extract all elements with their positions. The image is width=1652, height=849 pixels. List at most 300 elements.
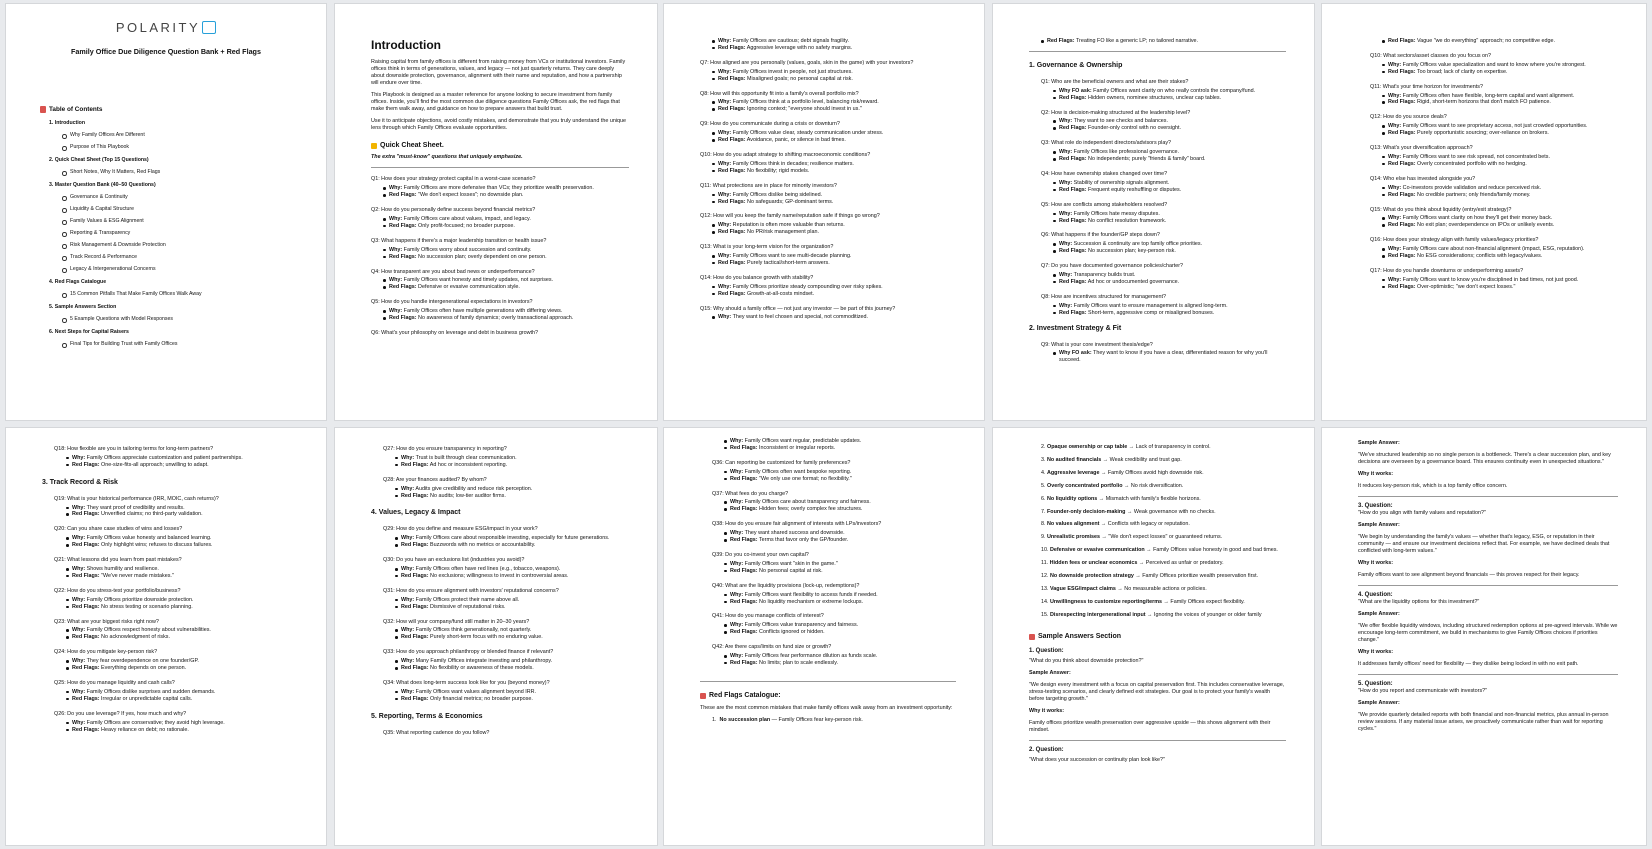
- why-bullet: Why: Family Offices appreciate customization and patient partnerships.: [72, 455, 298, 462]
- bullet-label: Why:: [730, 591, 744, 598]
- question-text: Q29: How do you define and measure ESG/impact in your work?: [383, 526, 538, 533]
- red-flag-name: Vague ESG/impact claims: [1050, 585, 1116, 592]
- table-of-contents: [40, 94, 306, 347]
- why-bullet: Why: Trust is built through clear communication.: [401, 455, 629, 462]
- why-bullet: Why: Stability of ownership signals alignment.: [1059, 180, 1286, 187]
- question-list: [371, 176, 629, 337]
- bullet-label: Why:: [718, 253, 732, 260]
- red-flag-bullet: Red Flags: Only financial metrics; no broader purpose.: [401, 696, 629, 703]
- red-flag-bullet: Red Flags: No audits; low-tier auditor firms.: [401, 493, 629, 500]
- red-flag-bullet: Red Flags: No acknowledgment of risks.: [72, 634, 298, 641]
- red-flag-bullet: Red Flags: No flexibility or awareness of these models.: [401, 665, 629, 672]
- bullet-label: Red Flags:: [401, 461, 429, 468]
- flag-icon: [700, 693, 706, 699]
- question-text: Q6: What happens if the founder/GP steps down?: [1041, 232, 1160, 239]
- red-flag-name: Unwillingness to customize reporting/terms: [1050, 598, 1163, 605]
- question-list: [371, 446, 629, 499]
- red-flag-bullet: Red Flags: No succession plan; overly dependent on one person.: [389, 254, 629, 261]
- toc-subentry: Purpose of This Playbook: [70, 144, 306, 150]
- question-text: Q14: How do you balance growth with stability?: [700, 274, 814, 281]
- sample-q1-heading: 1. Question:: [1029, 647, 1064, 654]
- fo-ask-bullet: Why FO ask: They want to know if you have a clear, differentiated reason for why you'll succeed.: [1059, 350, 1286, 364]
- bullet-label: Red Flags:: [72, 511, 100, 518]
- bullet-label: Red Flags:: [1059, 248, 1087, 255]
- bullet-label: Why:: [72, 627, 86, 634]
- page-7: [335, 428, 657, 845]
- bullet-label: Why:: [718, 314, 732, 321]
- bullet-label: Why:: [1388, 61, 1402, 68]
- question-text: Q3: What happens if there's a major leadership transition or health issue?: [371, 237, 547, 244]
- red-flag-bullet: Red Flags: Over-optimistic; "we don't expect losses.": [1388, 284, 1618, 291]
- question-text: Q33: How do you approach philanthropy or blended finance if relevant?: [383, 649, 554, 656]
- bullet-label: Why:: [730, 530, 744, 537]
- red-flag-bullet: Red Flags: Growth-at-all-costs mindset.: [718, 291, 956, 298]
- question-text: Q12: How will you keep the family name/reputation safe if things go wrong?: [700, 213, 880, 220]
- sample-q1-text: "What do you think about downside protection?": [1029, 658, 1144, 665]
- red-flag-bullet: Red Flags: No exclusions; willingness to invest in controversial areas.: [401, 573, 629, 580]
- bullet-label: Red Flags:: [718, 229, 746, 236]
- bullet-label: Red Flags:: [1059, 309, 1087, 316]
- red-flag-name: No values alignment: [1047, 521, 1100, 528]
- red-flag-item: 2. Opaque ownership or cap table → Lack of transparency in control.: [1041, 444, 1211, 450]
- why-bullet: Why: They fear overdependence on one founder/GP.: [72, 658, 298, 665]
- bullet-label: Why:: [718, 38, 732, 44]
- logo-mark-icon: [202, 21, 216, 34]
- bullet-label: Why:: [730, 468, 744, 475]
- bullet-label: Red Flags:: [718, 290, 746, 297]
- divider: [371, 167, 629, 168]
- why-bullet: Why: Family Offices are cautious; debt signals fragility.: [718, 38, 956, 45]
- question-text: Q2: How do you personally define success beyond financial metrics?: [371, 207, 536, 214]
- why-bullet: Why: Family Offices care about non-financial alignment (impact, ESG, reputation).: [1388, 246, 1618, 253]
- why-bullet: Why: Family Offices want values alignment beyond IRR.: [401, 689, 629, 696]
- why-bullet: Why: Family Offices want clarity on how they'll get their money back.: [1388, 215, 1618, 222]
- bullet-label: Red Flags:: [718, 106, 746, 113]
- red-flag-name: No audited financials: [1047, 456, 1102, 463]
- question-text: Q18: How flexible are you in tailoring terms for long-term partners?: [54, 446, 214, 452]
- document-title: Family Office Due Diligence Question Bank + Red Flags: [71, 47, 261, 56]
- toc-entry: 4. Red Flags Catalogue: [49, 279, 107, 285]
- red-flag-bullet: Red Flags: No credible partners; only friends/family money.: [1388, 192, 1618, 199]
- bullet-label: Red Flags:: [1059, 186, 1087, 193]
- why-bullet: Why: Family Offices worry about succession and continuity.: [389, 247, 629, 254]
- bullet-label: Red Flags:: [730, 629, 758, 636]
- bullet-label: Red Flags:: [1059, 217, 1087, 224]
- why-bullet: Why: They want proof of credibility and results.: [72, 505, 298, 512]
- red-flag-bullet: Red Flags: No safeguards; GP-dominant terms.: [718, 199, 956, 206]
- bullet-label: Why:: [401, 535, 415, 542]
- why-bullet: Why: Family Offices value specialization and want to know where you're strongest.: [1388, 62, 1618, 69]
- divider: [1029, 51, 1286, 52]
- bullet-label: Why:: [389, 216, 403, 222]
- bullet-label: Red Flags:: [730, 537, 758, 544]
- bullet-label: Red Flags:: [1388, 99, 1416, 106]
- bullet-label: Why FO ask:: [1059, 87, 1092, 94]
- continued-bullets: [1358, 38, 1618, 45]
- sample-answer-label: Sample Answer:: [1358, 522, 1400, 529]
- red-flag-bullet: Red Flags: Defensive or evasive communication style.: [389, 284, 629, 291]
- bullet-label: Why:: [1388, 276, 1402, 283]
- toc-subentry: Legacy & Intergenerational Concerns: [70, 266, 306, 272]
- bullet-label: Red Flags:: [730, 567, 758, 574]
- red-flag-name: Founder-only decision-making: [1047, 508, 1126, 515]
- why-bullet: Why: Family Offices fear performance dilution as funds scale.: [730, 653, 956, 660]
- bullet-label: Why:: [72, 535, 86, 542]
- red-flag-bullet: Red Flags: "We only use one format; no flexibility.": [730, 476, 956, 483]
- bullet-label: Why:: [72, 566, 86, 573]
- toc-subentry: Short Notes, Why It Matters, Red Flags: [70, 169, 306, 175]
- sample-q2-answer: "We've structured leadership so no single person is a bottleneck. There's a clear succession plan, and key decisions are overseen by a governance board. This ensures continuity even in unexpected situations.": [1358, 451, 1611, 465]
- question-text: Q41: How do you manage conflicts of interest?: [712, 613, 824, 620]
- sample-q3-text: "How do you align with family values and reputation?": [1358, 510, 1486, 517]
- why-bullet: Why: They want to see checks and balances.: [1059, 118, 1286, 125]
- bullet-label: Why:: [401, 596, 415, 603]
- bullet-label: Red Flags:: [1059, 278, 1087, 285]
- question-list: [1029, 79, 1286, 317]
- question-text: Q14: Who else has invested alongside you?: [1370, 175, 1476, 182]
- red-flag-bullet: Red Flags: Ad hoc or inconsistent reporting.: [401, 462, 629, 469]
- bullet-label: Why:: [72, 454, 86, 461]
- bullet-label: Red Flags:: [389, 315, 417, 322]
- red-flag-name: Defensive or evasive communication: [1050, 547, 1145, 554]
- question-text: Q25: How do you manage liquidity and cash calls?: [54, 679, 175, 686]
- bullet-label: Red Flags:: [718, 167, 746, 174]
- why-bullet: Why: Family Offices care about values, impact, and legacy.: [389, 216, 629, 223]
- page-2-content: [371, 38, 629, 339]
- question-text: Q10: How do you adapt strategy to shifting macroeconomic conditions?: [700, 151, 871, 158]
- why-bullet: Why: Family Offices think in decades; resilience matters.: [718, 161, 956, 168]
- red-flag-item: 14. Unwillingness to customize reporting/terms → Family Offices expect flexibility.: [1041, 598, 1245, 605]
- toc-subentry: Family Values & ESG Alignment: [70, 218, 306, 224]
- intro-title: Introduction: [371, 38, 441, 52]
- why-bullet: Why: Shows humility and resilience.: [72, 566, 298, 573]
- red-flag-bullet: Red Flags: Inconsistent or irregular reports.: [730, 445, 956, 452]
- why-bullet: Why: Family Offices value honesty and balanced learning.: [72, 535, 298, 542]
- why-bullet: Why: They want to feel chosen and special, not commoditized.: [718, 314, 956, 321]
- red-flag-bullet: Red Flags: No PR/risk management plan.: [718, 229, 956, 236]
- red-flag-name: Opaque ownership or cap table: [1047, 444, 1128, 450]
- bullet-label: Why:: [72, 658, 86, 665]
- why-bullet: Why: Audits give credibility and reduce risk perception.: [401, 486, 629, 493]
- bullet-label: Red Flags:: [1388, 191, 1416, 198]
- polarity-logo: POLARITY: [6, 20, 326, 35]
- bullet-label: Red Flags:: [389, 222, 417, 229]
- red-flag-bullet: Red Flags: No awareness of family dynamics; overly transactional approach.: [389, 315, 629, 322]
- red-flag-item-1: 1. No succession plan — Family Offices fear key-person risk.: [712, 716, 863, 723]
- bullet-label: Why:: [401, 566, 415, 573]
- bullet-label: Why:: [401, 485, 415, 492]
- red-flag-bullet: Red Flags: Irregular or unpredictable capital calls.: [72, 696, 298, 703]
- toc-subentry: Liquidity & Capital Structure: [70, 206, 306, 212]
- page-10-content: [1358, 440, 1618, 738]
- reporting-terms-heading: 5. Reporting, Terms & Economics: [371, 712, 483, 720]
- why-bullet: Why: Family Offices are conservative; they avoid high leverage.: [72, 720, 298, 727]
- bullet-label: Why:: [718, 68, 732, 75]
- bullet-label: Why:: [718, 191, 732, 198]
- bullet-label: Red Flags:: [72, 726, 100, 733]
- toc-entry: 6. Next Steps for Capital Raisers: [49, 329, 129, 335]
- bullet-label: Why:: [72, 596, 86, 603]
- red-flag-bullet: Red Flags: Hidden fees; overly complex fee structures.: [730, 506, 956, 513]
- why-bullet: Why: Succession & continuity are top family office priorities.: [1059, 241, 1286, 248]
- bullet-label: Why:: [1059, 272, 1073, 279]
- red-flag-bullet: Red Flags: Vague "we do everything" approach; no competitive edge.: [1388, 38, 1618, 45]
- why-bullet: Why: Family Offices want to know you're disciplined in bad times, not just good.: [1388, 277, 1618, 284]
- bullet-label: Red Flags:: [72, 542, 100, 549]
- question-text: Q8: How are incentives structured for management?: [1041, 293, 1166, 300]
- bullet-label: Why:: [730, 499, 744, 506]
- red-flag-bullet: Red Flags: Only profit-focused; no broader purpose.: [389, 223, 629, 230]
- why-bullet: Why: Family Offices often have red lines (e.g., tobacco, weapons).: [401, 566, 629, 573]
- bullet-label: Why:: [1388, 215, 1402, 222]
- page-5: [1322, 4, 1646, 420]
- question-text: Q7: How aligned are you personally (values, goals, skin in the game) with your investors?: [700, 59, 914, 66]
- sample-q3-answer: "We begin by understanding the family's values — whether that's legacy, ESG, or reputation in their community — and ensure our investment decisions reflect that. For example, we have declined deals that conflicted with long-term values.": [1358, 534, 1610, 554]
- bullet-label: Why:: [1059, 118, 1073, 125]
- bullet-label: Red Flags:: [730, 506, 758, 513]
- why-bullet: Why: They want shared success and downside.: [730, 530, 956, 537]
- red-flag-bullet: Red Flags: Unverified claims; no third-party validation.: [72, 511, 298, 518]
- page-6-content: [42, 438, 298, 733]
- red-flag-item: 5. Overly concentrated portfolio → No risk diversification.: [1041, 482, 1184, 489]
- red-flag-bullet: Red Flags: No stress testing or scenario planning.: [72, 604, 298, 611]
- red-flag-item: 9. Unrealistic promises → "We don't expect losses" or guaranteed returns.: [1041, 534, 1223, 541]
- question-text: Q1: How does your strategy protect capital in a worst-case scenario?: [371, 176, 536, 183]
- sample-q2-text: "What does your succession or continuity plan look like?": [1029, 757, 1165, 764]
- bullet-label: Why FO ask:: [1059, 350, 1092, 357]
- bullet-label: Why:: [401, 688, 415, 695]
- question-text: Q16: How does your strategy align with family values/legacy priorities?: [1370, 237, 1539, 244]
- red-flag-item: 12. No downside protection strategy → Family Offices prioritize wealth preservation first.: [1041, 573, 1259, 580]
- question-text: Q1: Who are the beneficial owners and what are their stakes?: [1041, 78, 1189, 85]
- bullet-label: Red Flags:: [1047, 38, 1075, 44]
- why-bullet: Why: Family Offices care about transparency and fairness.: [730, 499, 956, 506]
- fo-ask-bullet: Why FO ask: Family Offices want clarity on who really controls the company/fund.: [1059, 88, 1286, 95]
- why-bullet: Why: Family Offices value clear, steady communication under stress.: [718, 130, 956, 137]
- question-text: Q30: Do you have an exclusions list (industries you avoid)?: [383, 557, 525, 564]
- bullet-label: Red Flags:: [389, 192, 417, 199]
- page-7-content: [371, 438, 629, 739]
- bullet-label: Red Flags:: [401, 695, 429, 702]
- question-text: Q40: What are the liquidity provisions (lock-up, redemptions)?: [712, 582, 860, 589]
- red-flag-bullet: Red Flags: "We don't expect losses"; no downside plan.: [389, 192, 629, 199]
- bullet-label: Red Flags:: [718, 75, 746, 82]
- toc-list: [40, 120, 306, 347]
- toc-subentry: 5 Example Questions with Model Responses: [70, 316, 306, 322]
- bullet-label: Why:: [1059, 210, 1073, 217]
- question-text: Q19: What is your historical performance (IRR, MOIC, cash returns)?: [54, 495, 219, 502]
- why-it-works-label: Why it works:: [1029, 707, 1065, 714]
- bullet-label: Red Flags:: [72, 695, 100, 702]
- why-bullet: Why: Family Offices think at a portfolio level, balancing risk/reward.: [718, 99, 956, 106]
- red-flag-bullet: Red Flags: Rigid, short-term horizons that don't match FO patience.: [1388, 99, 1618, 106]
- sample-q5-heading: 5. Question:: [1358, 680, 1393, 687]
- continued-bullets: [700, 438, 956, 452]
- bullet-label: Why:: [718, 160, 732, 167]
- question-list: [700, 460, 956, 667]
- bullet-label: Why:: [1388, 246, 1402, 253]
- why-bullet: Why: Family Offices want flexibility to access funds if needed.: [730, 592, 956, 599]
- question-text: Q10: What sectors/asset classes do you focus on?: [1370, 52, 1492, 59]
- intro-paragraph-2: This Playbook is designed as a master reference for anyone looking to secure investment from family offices. Inside, you'll find the most common due diligence questions Family Offices ask, the red flags that make them walk away, and guidance on how to prepare answers that build trust.: [371, 91, 620, 112]
- divider: [1358, 496, 1618, 497]
- bullet-label: Red Flags:: [72, 461, 100, 468]
- question-text: Q17: How do you handle downturns or underperforming assets?: [1370, 267, 1524, 274]
- page-4-content: [1029, 38, 1286, 364]
- bullet-label: Red Flags:: [730, 444, 758, 451]
- bullet-label: Why:: [389, 308, 403, 315]
- question-text: Q38: How do you ensure fair alignment of interests with LPs/investors?: [712, 521, 882, 528]
- red-flag-bullet: Red Flags: No exit plan; overdependence on IPOs or unlikely events.: [1388, 222, 1618, 229]
- track-record-heading: 3. Track Record & Risk: [42, 478, 118, 486]
- red-flag-bullet: Red Flags: No personal capital at risk.: [730, 568, 956, 575]
- why-it-works-label: Why it works:: [1358, 470, 1394, 477]
- bullet-label: Red Flags:: [718, 259, 746, 266]
- bullet-label: Why:: [389, 246, 403, 253]
- red-flag-bullet: Red Flags: No succession plan; key-person risk.: [1059, 248, 1286, 255]
- bullet-label: Why:: [718, 99, 732, 106]
- question-text: Q5: How are conflicts among stakeholders resolved?: [1041, 201, 1168, 208]
- red-flag-item: 4. Aggressive leverage → Family Offices avoid high downside risk.: [1041, 469, 1204, 476]
- sample-q3-heading: 3. Question:: [1358, 502, 1393, 509]
- continued-bullets: [1029, 38, 1286, 45]
- why-bullet: Why: Family Offices often have flexible, long-term capital and want alignment.: [1388, 93, 1618, 100]
- bullet-label: Red Flags:: [730, 659, 758, 666]
- why-bullet: Why: Family Offices want to see risk spread, not concentrated bets.: [1388, 154, 1618, 161]
- bullet-label: Why:: [730, 653, 744, 660]
- red-flag-name: Unrealistic promises: [1047, 534, 1101, 541]
- bullet-label: Red Flags:: [401, 603, 429, 610]
- toc-entry: 3. Master Question Bank (40–50 Questions): [49, 182, 156, 188]
- bullet-label: Why:: [1388, 153, 1402, 160]
- question-text: Q37: What fees do you charge?: [712, 490, 789, 497]
- sample-answer-label: Sample Answer:: [1358, 440, 1400, 446]
- bullet-label: Red Flags:: [718, 198, 746, 205]
- bullet-label: Red Flags:: [1059, 156, 1087, 163]
- question-text: Q6: What's your philosophy on leverage and debt in business growth?: [371, 329, 539, 336]
- question-text: Q4: How transparent are you about bad news or underperformance?: [371, 268, 535, 275]
- question-list: [371, 526, 629, 702]
- red-flag-bullet: Red Flags: No flexibility; rigid models.: [718, 168, 956, 175]
- bullet-label: Red Flags:: [72, 603, 100, 610]
- page-1: [6, 4, 326, 420]
- why-bullet: Why: Family Offices want honesty and timely updates, not surprises.: [389, 277, 629, 284]
- red-flag-name: Disrespecting intergenerational input: [1050, 611, 1146, 618]
- why-bullet: Why: Transparency builds trust.: [1059, 272, 1286, 279]
- bullet-label: Red Flags:: [389, 253, 417, 260]
- sample-q1-answer: "We design every investment with a focus on capital preservation first. This includes conservative leverage, stress-testing scenarios, and clearly defined exit strategies. Our goal is to protect your family's wealth before targeting growth.": [1029, 682, 1285, 702]
- bullet-label: Why:: [718, 130, 732, 137]
- sample-answer-label: Sample Answer:: [1358, 611, 1400, 618]
- why-bullet: Why: Family Offices hate messy disputes.: [1059, 211, 1286, 218]
- divider: [700, 681, 956, 682]
- red-flag-bullet: Red Flags: Buzzwords with no metrics or accountability.: [401, 542, 629, 549]
- sample-q5-text: "How do you report and communicate with investors?": [1358, 688, 1488, 695]
- why-bullet: Why: Family Offices often want bespoke reporting.: [730, 469, 956, 476]
- why-it-works-label: Why it works:: [1358, 559, 1394, 566]
- question-text: Q23: What are your biggest risks right now?: [54, 618, 159, 625]
- question-text: Q9: How do you communicate during a crisis or downturn?: [700, 121, 840, 128]
- bullet-label: Why:: [730, 622, 744, 629]
- bullet-label: Why:: [72, 504, 86, 511]
- bullet-label: Why:: [1388, 123, 1402, 130]
- question-text: Q39: Do you co-invest your own capital?: [712, 551, 809, 558]
- red-flag-bullet: Red Flags: Misaligned goals; no personal capital at risk.: [718, 76, 956, 83]
- why-bullet: Why: Family Offices prioritize steady compounding over risky spikes.: [718, 284, 956, 291]
- bullet-label: Why:: [389, 185, 403, 192]
- question-text: Q32: How will your company/fund still matter in 20–30 years?: [383, 618, 530, 625]
- toc-entry: 2. Quick Cheat Sheet (Top 15 Questions): [49, 157, 149, 163]
- bullet-label: Why:: [730, 438, 744, 444]
- red-flag-bullet: Red Flags: Short-term, aggressive comp or misaligned bonuses.: [1059, 310, 1286, 317]
- sample-q5-answer: "We provide quarterly detailed reports with both financial and non-financial metrics, plus annual in-person review sessions. If any material issue arises, we proactively communicate rather than wait for reporting cycles.": [1358, 712, 1609, 732]
- page-8: [664, 428, 984, 845]
- intro-paragraph-1: Raising capital from family offices is different from raising money from VCs or institutional investors. Family offices think in terms of generations, values, and legacy — not just quarterly returns. They care deeply about downside protection, governance, alignment with their name and reputation, and how a partnership will endure over time.: [371, 59, 626, 87]
- red-flag-bullet: Red Flags: Purely opportunistic sourcing; over-reliance on brokers.: [1388, 130, 1618, 137]
- bullet-label: Red Flags:: [401, 634, 429, 641]
- question-text: Q36: Can reporting be customized for family preferences?: [712, 459, 851, 466]
- toc-entry: 1. Introduction: [49, 120, 86, 126]
- question-q18: [42, 446, 298, 469]
- toc-subentry: 15 Common Pitfalls That Make Family Offices Walk Away: [70, 291, 306, 297]
- red-flag-bullet: Red Flags: Aggressive leverage with no safety margins.: [718, 45, 956, 52]
- bullet-label: Why:: [401, 658, 415, 665]
- sample-q4-answer: "We offer flexible liquidity windows, including structured redemption options at pre-agreed intervals. While we encourage long-term commitment, we build in mechanisms to give Family Offices choices if priorities change.": [1358, 623, 1618, 643]
- page-2: [335, 4, 657, 420]
- question-text: Q20: Can you share case studies of wins and losses?: [54, 526, 183, 533]
- bullet-label: Red Flags:: [730, 475, 758, 482]
- bullet-label: Why:: [72, 688, 86, 695]
- bullet-label: Red Flags:: [401, 665, 429, 672]
- bullet-label: Red Flags:: [718, 137, 746, 144]
- red-flag-name: No downside protection strategy: [1050, 573, 1134, 580]
- toc-subentry: Final Tips for Building Trust with Family Offices: [70, 341, 306, 347]
- question-text: Q3: What role do independent directors/advisors play?: [1041, 140, 1172, 147]
- question-text: Q42: Are there caps/limits on fund size or growth?: [712, 644, 832, 651]
- red-flag-bullet: Red Flags: Hidden owners, nominee structures, unclear cap tables.: [1059, 95, 1286, 102]
- bullet-label: Red Flags:: [1388, 222, 1416, 229]
- pin-icon: [1029, 634, 1035, 640]
- cheat-sheet-heading: Quick Cheat Sheet.: [371, 142, 629, 151]
- sample-q2-heading: 2. Question:: [1029, 746, 1064, 753]
- question-list: [1358, 53, 1618, 291]
- red-flag-item: 3. No audited financials → Weak credibility and trust gap.: [1041, 456, 1182, 463]
- red-flag-item: 13. Vague ESG/impact claims → No measurable actions or policies.: [1041, 585, 1207, 592]
- bullet-label: Red Flags:: [72, 572, 100, 579]
- question-text: Q2: How is decision-making structured at the leadership level?: [1041, 109, 1191, 116]
- bullet-label: Red Flags:: [1059, 94, 1087, 101]
- page-6: [6, 428, 326, 845]
- page-10: [1322, 428, 1646, 845]
- red-flag-bullet: Red Flags: Overly concentrated portfolio with no hedging.: [1388, 161, 1618, 168]
- red-flag-bullet: Red Flags: Ad hoc or undocumented governance.: [1059, 279, 1286, 286]
- red-flag-name: Overly concentrated portfolio: [1047, 482, 1123, 489]
- bullet-label: Why:: [1059, 241, 1073, 248]
- bullet-label: Red Flags:: [1388, 253, 1416, 260]
- page-4: [993, 4, 1314, 420]
- bullet-label: Red Flags:: [72, 665, 100, 672]
- red-flag-bullet: Red Flags: Ignoring context; "everyone should invest in us.": [718, 106, 956, 113]
- why-bullet: Why: Family Offices think generationally, not quarterly.: [401, 627, 629, 634]
- bullet-label: Red Flags:: [1388, 283, 1416, 290]
- toc-entry: 5. Sample Answers Section: [49, 304, 117, 310]
- bullet-label: Why:: [1059, 149, 1073, 156]
- divider: [1358, 674, 1618, 675]
- question-text: Q12: How do you source deals?: [1370, 114, 1447, 121]
- red-flag-bullet: Red Flags: Founder-only control with no oversight.: [1059, 125, 1286, 132]
- toc-heading: Table of Contents: [40, 106, 306, 113]
- bullet-label: Why:: [401, 454, 415, 461]
